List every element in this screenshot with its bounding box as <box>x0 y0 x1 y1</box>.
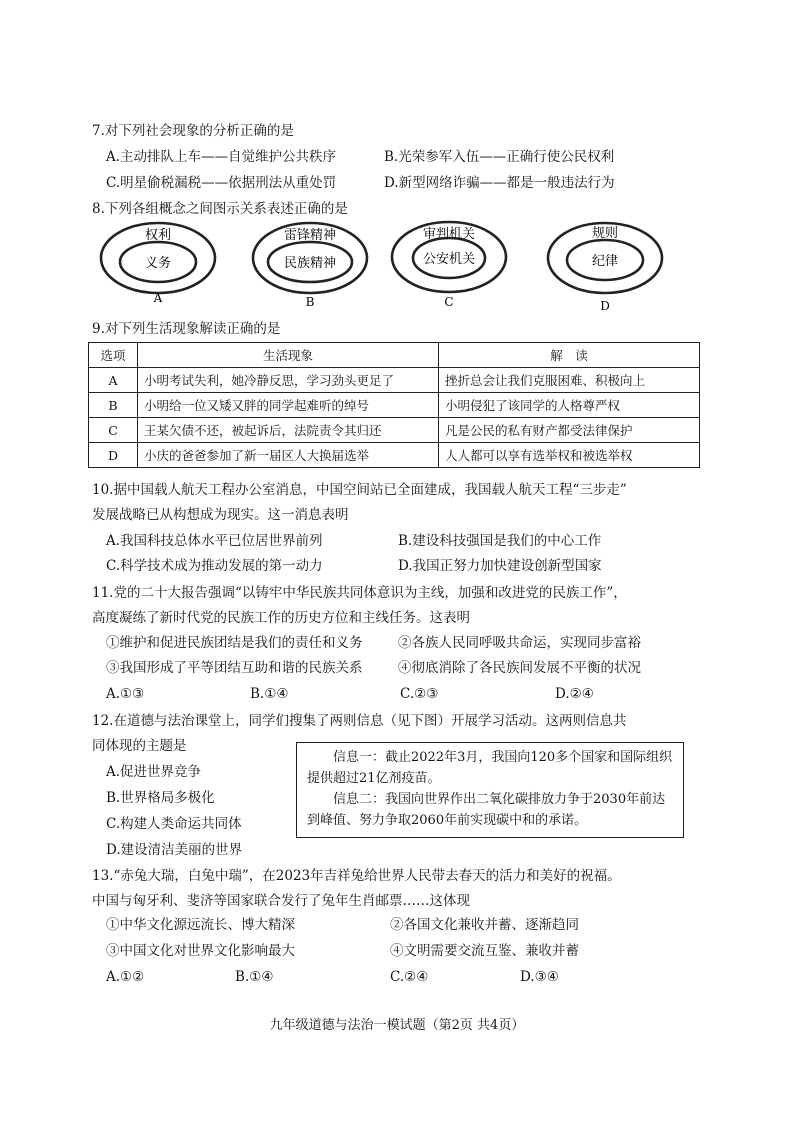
diagram-a-inner-label: 义务 <box>144 256 172 271</box>
row-option: D <box>89 443 138 468</box>
row-phenomenon: 王某欠债不还，被起诉后，法院责令其归还 <box>138 418 439 443</box>
row-option: B <box>89 393 138 418</box>
q10-option-b: B.建设科技强国是我们的中心工作 <box>398 533 602 549</box>
row-phenomenon: 小明给一位又矮又胖的同学起难听的绰号 <box>138 393 439 418</box>
q10-stem-line2: 发展战略已从构想成为现实。这一消息表明 <box>92 507 349 523</box>
row-interpretation: 小明侵犯了该同学的人格尊严权 <box>439 393 700 418</box>
header-interpretation: 解 读 <box>439 343 700 368</box>
q13-stem-line2: 中国与匈牙利、斐济等国家联合发行了兔年生肖邮票……这体现 <box>92 893 470 909</box>
q11-option-b: B.①④ <box>250 686 289 702</box>
diagram-d-inner-label: 纪律 <box>591 254 619 269</box>
diagram-b-outer-label: 雷锋精神 <box>283 228 337 243</box>
diagram-d <box>548 223 662 313</box>
q11-option-d: D.②④ <box>555 686 594 702</box>
q8-stem: 8.下列各组概念之间图示关系表述正确的是 <box>92 201 348 217</box>
q12-option-c: C.构建人类命运共同体 <box>106 816 242 832</box>
q13-stem-line1: 13.“赤兔大瑞，白兔中瑞”，在2023年吉祥兔给世界人民带去春天的活力和美好的祝福。 <box>92 868 621 884</box>
diagram-c <box>392 222 506 309</box>
q12-info-box <box>296 742 684 838</box>
q11-option-a: A.①③ <box>106 686 145 702</box>
info-one: 信息一：截止2022年3月，我国向120多个国家和国际组织提供超过21亿剂疫苗。 <box>307 750 673 786</box>
header-option: 选项 <box>89 343 138 368</box>
row-option: A <box>89 368 138 393</box>
diagram-c-letter: C <box>444 295 454 309</box>
diagram-b-inner-label: 民族精神 <box>283 256 337 271</box>
row-interpretation: 挫折总会让我们克服困难、积极向上 <box>439 368 700 393</box>
diagram-a-outer-label: 权利 <box>144 228 172 243</box>
diagram-d-letter: D <box>600 299 610 313</box>
q8-diagrams <box>0 0 794 320</box>
q12-option-b: B.世界格局多极化 <box>106 790 215 806</box>
q11-statement-1: ①维护和促进民族团结是我们的责任和义务 <box>106 635 363 651</box>
table-header-row <box>89 343 700 368</box>
q9-table <box>88 342 700 468</box>
q11-statement-3: ③我国形成了平等团结互助和谐的民族关系 <box>106 660 363 676</box>
table-row <box>89 418 700 443</box>
diagram-a <box>101 223 215 305</box>
q13-option-a: A.①② <box>106 969 145 985</box>
diagram-a-letter: A <box>153 291 163 305</box>
q10-option-d: D.我国正努力加快建设创新型国家 <box>398 558 602 574</box>
diagram-d-outer-label: 规则 <box>591 226 619 241</box>
q13-statement-2: ②各国文化兼收并蓄、逐渐趋同 <box>390 917 579 933</box>
page-footer: 九年级道德与法治一模试题（第2页 共4页） <box>269 1018 525 1033</box>
diagram-b <box>253 223 367 309</box>
q10-stem-line1: 10.据中国载人航天工程办公室消息，中国空间站已全面建成，我国载人航天工程“三步走” <box>92 482 627 498</box>
row-phenomenon: 小明考试失利，她冷静反思，学习劲头更足了 <box>138 368 439 393</box>
q7-option-a: A.主动排队上车——自觉维护公共秩序 <box>106 149 337 165</box>
q13-statement-1: ①中华文化源远流长、博大精深 <box>106 917 295 933</box>
q13-option-b: B.①④ <box>235 969 274 985</box>
q12-option-a: A.促进世界竞争 <box>106 764 202 780</box>
q11-statement-2: ②各族人民同呼吸共命运，实现同步富裕 <box>398 635 641 651</box>
q13-statement-3: ③中国文化对世界文化影响最大 <box>106 943 295 959</box>
diagram-b-letter: B <box>305 295 315 309</box>
q12-stem-line1: 12.在道德与法治课堂上，同学们搜集了两则信息（见下图）开展学习活动。这两则信息共 <box>92 713 627 729</box>
header-phenomenon: 生活现象 <box>138 343 439 368</box>
q7-option-b: B.光荣参军入伍——正确行使公民权利 <box>384 149 615 165</box>
q7-option-d: D.新型网络诈骗——都是一般违法行为 <box>384 175 615 191</box>
q13-statement-4: ④文明需要交流互鉴、兼收并蓄 <box>390 943 579 959</box>
table-row <box>89 393 700 418</box>
q11-statement-4: ④彻底消除了各民族间发展不平衡的状况 <box>398 660 641 676</box>
q7-stem: 7.对下列社会现象的分析正确的是 <box>92 123 294 139</box>
table-row <box>89 443 700 468</box>
diagram-c-inner-label: 公安机关 <box>422 252 476 267</box>
row-interpretation: 人人都可以享有选举权和被选举权 <box>439 443 700 468</box>
q13-option-c: C.②④ <box>390 969 429 985</box>
q10-option-c: C.科学技术成为推动发展的第一动力 <box>106 558 323 574</box>
table-row <box>89 368 700 393</box>
q11-stem-line2: 高度凝练了新时代党的民族工作的历史方位和主线任务。这表明 <box>92 610 470 626</box>
info-two: 信息二：我国向世界作出二氧化碳排放力争于2030年前达到峰值、努力争取2060年前实现碳中和的承诺。 <box>307 792 666 828</box>
q13-option-d: D.③④ <box>520 969 559 985</box>
q9-stem: 9.对下列生活现象解读正确的是 <box>92 321 281 337</box>
q12-option-d: D.建设清洁美丽的世界 <box>106 842 243 858</box>
q11-stem-line1: 11.党的二十大报告强调“以铸牢中华民族共同体意识为主线，加强和改进党的民族工作”， <box>92 585 627 601</box>
q7-option-c: C.明星偷税漏税——依据刑法从重处罚 <box>106 175 337 191</box>
q11-option-c: C.②③ <box>400 686 439 702</box>
q10-option-a: A.我国科技总体水平已位居世界前列 <box>106 533 323 549</box>
row-option: C <box>89 418 138 443</box>
row-interpretation: 凡是公民的私有财产都受法律保护 <box>439 418 700 443</box>
q12-stem-line2: 同体现的主题是 <box>92 738 187 754</box>
diagram-c-outer-label: 审判机关 <box>422 227 476 242</box>
row-phenomenon: 小庆的爸爸参加了新一届区人大换届选举 <box>138 443 439 468</box>
